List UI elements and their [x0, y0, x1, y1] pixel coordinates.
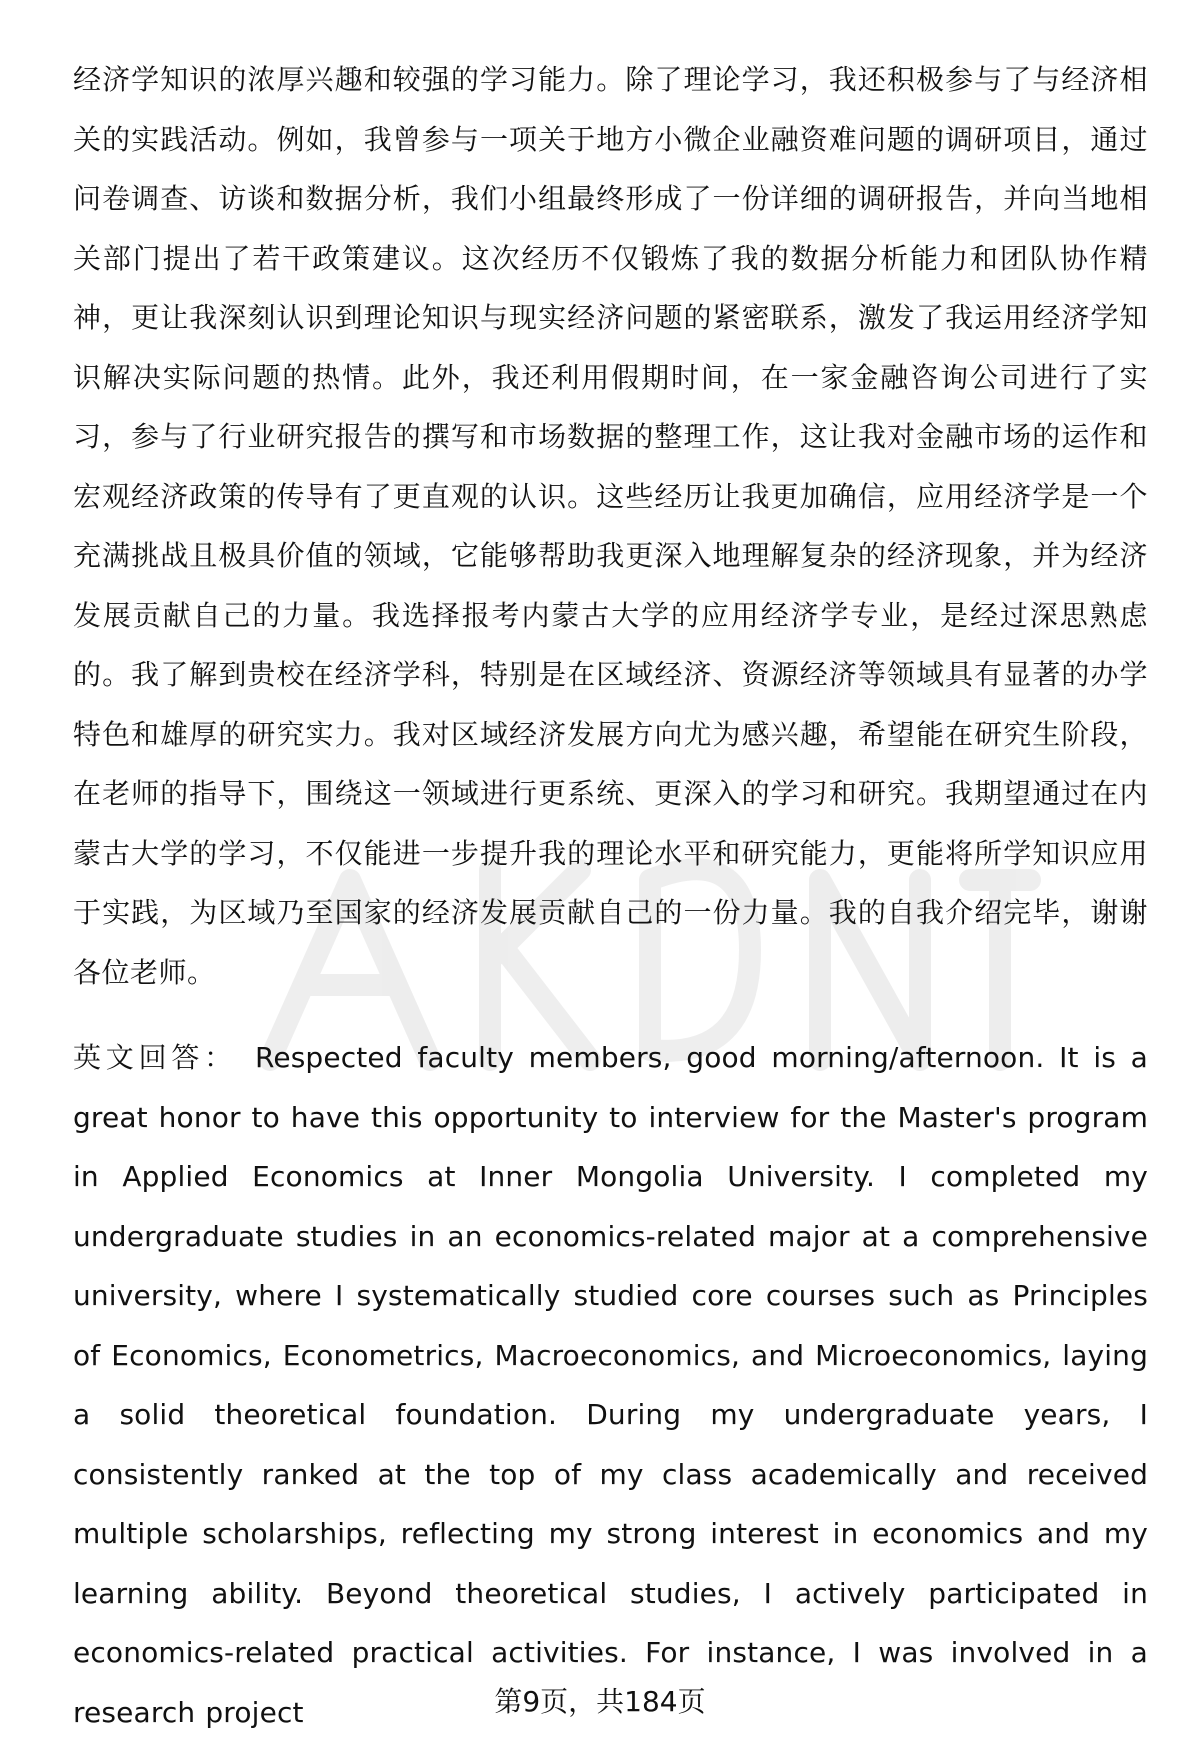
english-answer-text: Respected faculty members, good morning/afternoon. It is a great honor to have this opportunity to interview for the Master's program in Applied Economics at Inner Mongolia University. I completed my undergraduate studies in an economics-related major at a comprehensive university, where I systematically studied core courses such as Principles of Economics, Econometrics, Macroeconomics, and Microeconomics, laying a solid theoretical foundation. During my undergraduate years, I consistently ranked at the top of my class academically and received multiple scholarships, reflecting my strong interest in economics and my learning ability. Beyond theoretical studies, I actively participated in economics-related practical activities. For instance, I was involved in a research project [73, 1041, 1148, 1729]
english-answer-paragraph [73, 1028, 1148, 1742]
english-answer-label: 英文回答： [73, 1041, 237, 1074]
page-number-footer: 第9页，共184页 [494, 1685, 706, 1718]
document-body [73, 50, 1148, 1742]
chinese-answer-paragraph: 经济学知识的浓厚兴趣和较强的学习能力。除了理论学习，我还积极参与了与经济相关的实践活动。例如，我曾参与一项关于地方小微企业融资难问题的调研项目，通过问卷调查、访谈和数据分析，我们小组最终形成了一份详细的调研报告，并向当地相关部门提出了若干政策建议。这次经历不仅锻炼了我的数据分析能力和团队协作精神，更让我深刻认识到理论知识与现实经济问题的紧密联系，激发了我运用经济学知识解决实际问题的热情。此外，我还利用假期时间，在一家金融咨询公司进行了实习，参与了行业研究报告的撰写和市场数据的整理工作，这让我对金融市场的运作和宏观经济政策的传导有了更直观的认识。这些经历让我更加确信，应用经济学是一个充满挑战且极具价值的领域，它能够帮助我更深入地理解复杂的经济现象，并为经济发展贡献自己的力量。我选择报考内蒙古大学的应用经济学专业，是经过深思熟虑的。我了解到贵校在经济学科，特别是在区域经济、资源经济等领域具有显著的办学特色和雄厚的研究实力。我对区域经济发展方向尤为感兴趣，希望能在研究生阶段，在老师的指导下，围绕这一领域进行更系统、更深入的学习和研究。我期望通过在内蒙古大学的学习，不仅能进一步提升我的理论水平和研究能力，更能将所学知识应用于实践，为区域乃至国家的经济发展贡献自己的一份力量。我的自我介绍完毕，谢谢各位老师。 [73, 63, 1148, 989]
